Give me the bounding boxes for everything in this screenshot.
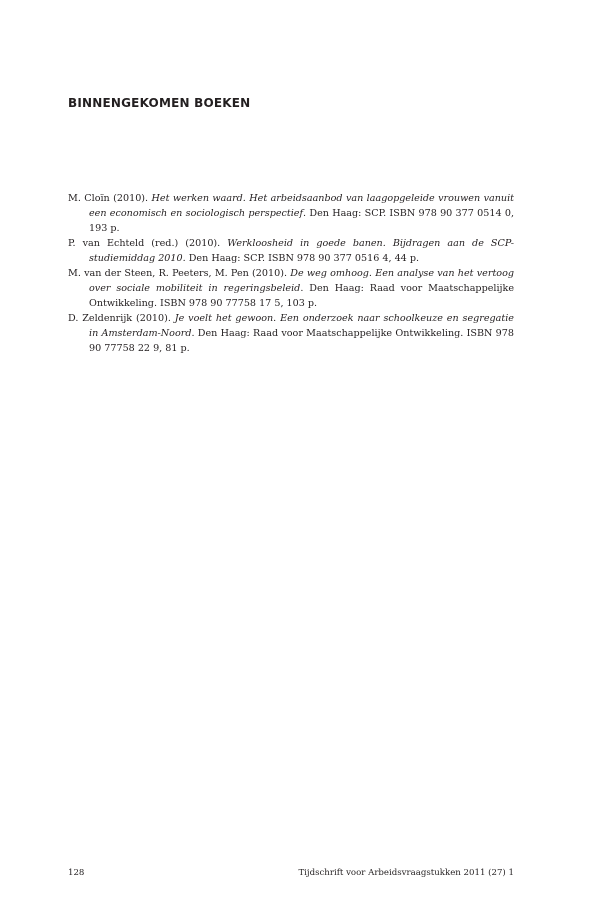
reference-title: De weg omhoog. Een analyse van het vertoog over sociale mobiliteit in regeringsbeleid bbox=[89, 268, 514, 294]
reference-publication: . Den Haag: Raad voor Maatschappelijke Ontwikkeling. ISBN 978 90 77758 17 5, 103 p. bbox=[89, 283, 514, 309]
section-heading: BINNENGEKOMEN BOEKEN bbox=[68, 96, 251, 110]
reference-item bbox=[68, 266, 514, 311]
journal-footer: Tijdschrift voor Arbeidsvraagstukken 2011 (27) 1 bbox=[298, 868, 514, 878]
reference-title: Het werken waard. Het arbeidsaanbod van laagopgeleide vrouwen vanuit een economisch en sociologisch perspectief bbox=[89, 193, 514, 219]
reference-authors: P. van Echteld (red.) (2010). bbox=[68, 238, 228, 249]
reference-publication: . Den Haag: SCP. ISBN 978 90 377 0514 0, 193 p. bbox=[89, 208, 514, 234]
reference-item bbox=[68, 311, 514, 356]
reference-title: Werkloosheid in goede banen. Bijdragen aan de SCP-studiemiddag 2010 bbox=[89, 238, 514, 264]
reference-publication: . Den Haag: SCP. ISBN 978 90 377 0516 4, 44 p. bbox=[182, 253, 420, 264]
reference-item bbox=[68, 191, 514, 236]
reference-list bbox=[68, 191, 514, 356]
page-number: 128 bbox=[68, 868, 85, 878]
reference-authors: D. Zeldenrijk (2010). bbox=[68, 313, 175, 324]
reference-title: Je voelt het gewoon. Een onderzoek naar schoolkeuze en segregatie in Amsterdam-Noord bbox=[89, 313, 514, 339]
reference-publication: . Den Haag: Raad voor Maatschappelijke Ontwikkeling. ISBN 978 90 77758 22 9, 81 p. bbox=[89, 328, 514, 354]
reference-authors: M. van der Steen, R. Peeters, M. Pen (2010). bbox=[68, 268, 291, 279]
reference-item bbox=[68, 236, 514, 266]
reference-authors: M. Cloïn (2010). bbox=[68, 193, 152, 204]
